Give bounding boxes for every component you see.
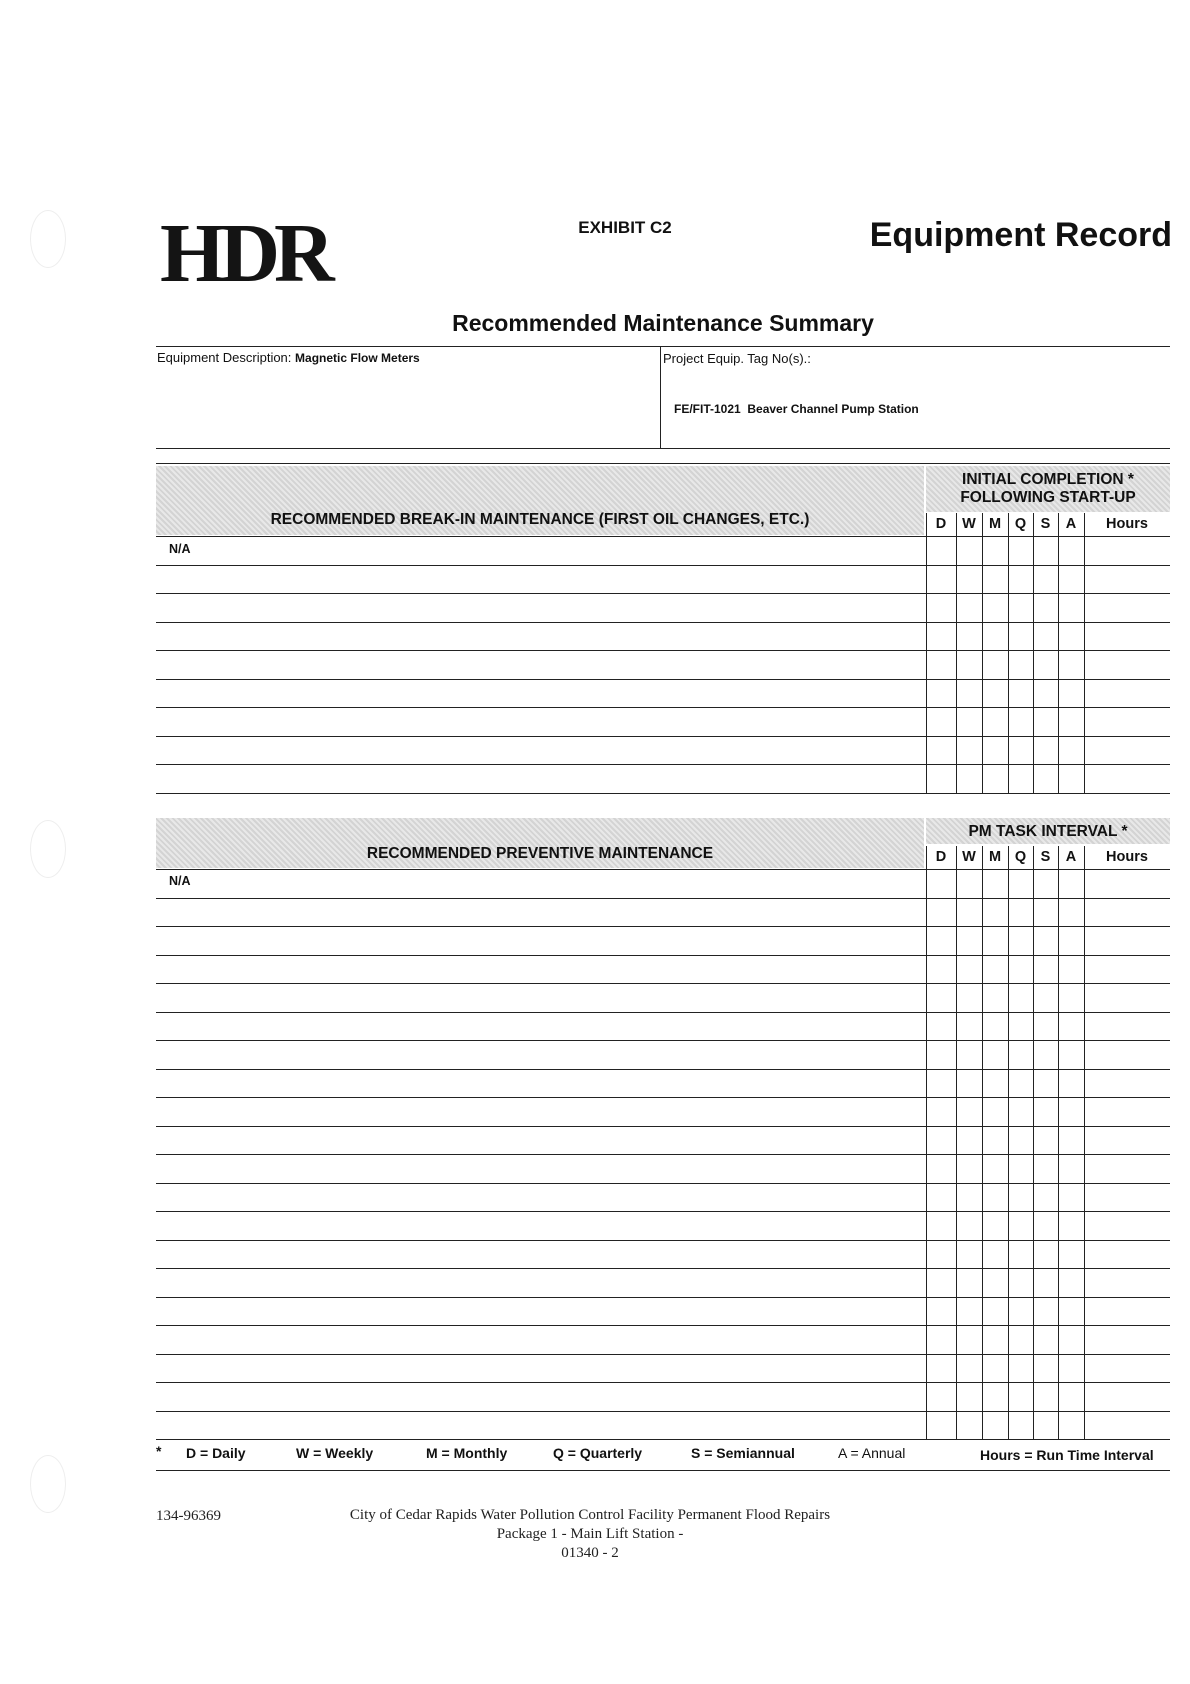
equip-tag-value: FE/FIT-1021 Beaver Channel Pump Station	[674, 402, 919, 416]
initial-completion-title	[926, 471, 1170, 507]
legend-semiannual: S = Semiannual	[691, 1445, 795, 1461]
break-in-top-rule	[156, 463, 1170, 464]
break-in-row-line	[156, 593, 1170, 594]
preventive-row-line	[156, 1069, 1170, 1070]
legend-star: *	[156, 1443, 162, 1459]
preventive-header-rule	[156, 869, 1170, 870]
preventive-row-line	[156, 1012, 1170, 1013]
break-in-row-line	[156, 707, 1170, 708]
preventive-row-line	[156, 926, 1170, 927]
preventive-col-divider	[956, 846, 957, 1439]
preventive-row-line	[156, 1240, 1170, 1241]
preventive-row-line	[156, 1040, 1170, 1041]
info-top-rule	[156, 346, 1170, 347]
preventive-col-header-hours: Hours	[1106, 849, 1148, 865]
legend-weekly: W = Weekly	[296, 1445, 374, 1461]
preventive-row-line	[156, 1097, 1170, 1098]
preventive-col-divider	[1008, 846, 1009, 1439]
break-in-col-divider	[1058, 513, 1059, 793]
footer-line-2: Package 1 - Main Lift Station -	[496, 1526, 684, 1542]
break-in-col-divider	[1033, 513, 1034, 793]
break-in-row-line	[156, 679, 1170, 680]
binder-hole-middle	[30, 820, 66, 878]
preventive-col-header-s: S	[1040, 849, 1051, 865]
legend-monthly: M = Monthly	[426, 1445, 508, 1461]
break-in-row-line	[156, 565, 1170, 566]
break-in-col-header-m: M	[988, 516, 1002, 532]
preventive-col-header-w: W	[962, 849, 976, 865]
legend-daily: D = Daily	[186, 1445, 246, 1461]
preventive-col-header-q: Q	[1014, 849, 1027, 865]
legend-bottom-rule	[156, 1470, 1170, 1471]
preventive-row-line	[156, 1411, 1170, 1412]
preventive-first-entry: N/A	[169, 874, 191, 888]
preventive-row-line	[156, 1382, 1170, 1383]
preventive-row-line	[156, 1183, 1170, 1184]
break-in-col-divider	[982, 513, 983, 793]
legend-hours: Hours = Run Time Interval	[980, 1447, 1154, 1463]
break-in-row-line	[156, 736, 1170, 737]
break-in-header-rule	[156, 536, 1170, 537]
break-in-row-line	[156, 764, 1170, 765]
preventive-col-divider	[1058, 846, 1059, 1439]
preventive-col-divider	[1033, 846, 1034, 1439]
preventive-row-line	[156, 983, 1170, 984]
equip-tag-label: Project Equip. Tag No(s).:	[663, 351, 811, 366]
footer-project-code: 134-96369	[156, 1508, 221, 1524]
preventive-row-line	[156, 1154, 1170, 1155]
break-in-col-header-q: Q	[1014, 516, 1027, 532]
equipment-description-value: Magnetic Flow Meters	[295, 351, 420, 365]
break-in-col-divider	[1008, 513, 1009, 793]
footer-line-1: City of Cedar Rapids Water Pollution Control Facility Permanent Flood Repairs	[349, 1507, 831, 1523]
break-in-col-header-s: S	[1040, 516, 1051, 532]
preventive-row-line	[156, 1325, 1170, 1326]
equipment-description-label: Equipment Description:	[157, 350, 292, 365]
binder-hole-top	[30, 210, 66, 268]
break-in-row-line	[156, 793, 1170, 794]
break-in-row-line	[156, 622, 1170, 623]
preventive-col-divider	[1084, 846, 1085, 1439]
break-in-row-line	[156, 650, 1170, 651]
preventive-row-line	[156, 1439, 1170, 1440]
legend-annual: A = Annual	[838, 1445, 906, 1461]
break-in-col-divider	[926, 513, 927, 793]
break-in-section-title: RECOMMENDED BREAK-IN MAINTENANCE (FIRST OIL CHANGES, ETC.)	[270, 511, 810, 528]
preventive-row-line	[156, 898, 1170, 899]
pm-interval-title: PM TASK INTERVAL *	[968, 823, 1128, 840]
info-bottom-rule	[156, 448, 1170, 449]
preventive-col-header-a: A	[1065, 849, 1077, 865]
break-in-col-header-w: W	[962, 516, 976, 532]
page-subtitle: Recommended Maintenance Summary	[452, 310, 874, 336]
initial-completion-line1: INITIAL COMPLETION *	[962, 471, 1134, 488]
equipment-description	[157, 350, 420, 365]
exhibit-label: EXHIBIT C2	[578, 218, 672, 237]
preventive-row-line	[156, 1354, 1170, 1355]
preventive-row-line	[156, 1211, 1170, 1212]
preventive-col-header-m: M	[988, 849, 1002, 865]
break-in-col-divider	[1084, 513, 1085, 793]
info-divider	[660, 346, 661, 448]
page-title: Equipment Record	[869, 216, 1172, 254]
break-in-first-entry: N/A	[169, 542, 191, 556]
preventive-col-divider	[982, 846, 983, 1439]
preventive-row-line	[156, 1126, 1170, 1127]
break-in-col-divider	[956, 513, 957, 793]
preventive-row-line	[156, 955, 1170, 956]
preventive-col-header-d: D	[935, 849, 947, 865]
preventive-col-divider	[926, 846, 927, 1439]
initial-completion-line2: FOLLOWING START-UP	[960, 489, 1136, 506]
break-in-col-header-d: D	[935, 516, 947, 532]
footer-line-3: 01340 - 2	[561, 1545, 619, 1561]
hdr-logo: HDR	[160, 207, 329, 300]
preventive-row-line	[156, 1268, 1170, 1269]
binder-hole-bottom	[30, 1455, 66, 1513]
preventive-section-title: RECOMMENDED PREVENTIVE MAINTENANCE	[366, 845, 714, 862]
break-in-col-header-hours: Hours	[1106, 516, 1148, 532]
preventive-row-line	[156, 1297, 1170, 1298]
legend-quarterly: Q = Quarterly	[553, 1445, 643, 1461]
break-in-col-header-a: A	[1065, 516, 1077, 532]
